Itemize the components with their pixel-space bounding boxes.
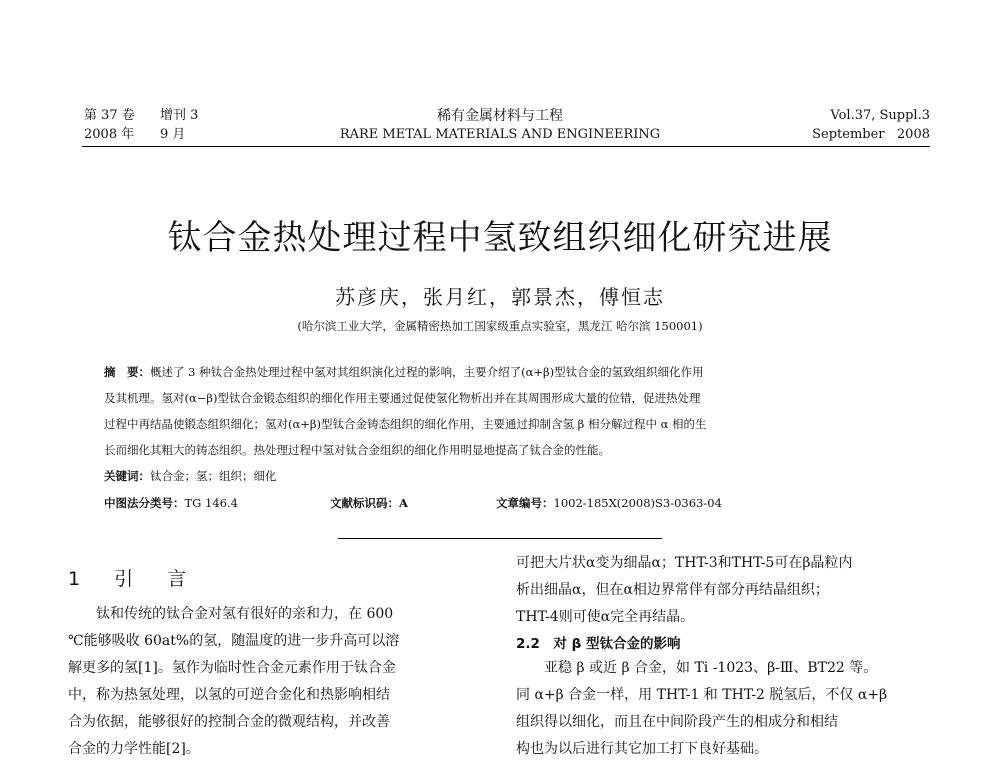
header-year: 2008 年: [84, 127, 135, 142]
doc-code-value: A: [399, 496, 408, 510]
doc-code-label: 文献标识码：: [330, 496, 399, 510]
left-col-line-4: 中，称为热氢处理，以氢的可逆合金化和热影响相结: [68, 687, 390, 703]
left-col-line-2: ℃能够吸收 60at%的氢，随温度的进一步升高可以溶: [68, 633, 400, 649]
abstract-line-1: [104, 359, 704, 385]
article-title: 钛合金热处理过程中氢致组织细化研究进展: [167, 218, 833, 258]
left-col-line-5: 合为依据，能够很好的控制合金的微观结构，并改善: [68, 714, 390, 730]
abstract-text-1: 概述了 3 种钛合金热处理过程中氢对其组织演化过程的影响，主要介绍了(α+β)型钛合金的氢致组织细化作用: [150, 365, 704, 379]
clc-line: [104, 490, 238, 516]
doc-code-line: [330, 490, 408, 516]
abstract-line-3: 过程中再结晶使锻态组织细化；氢对(α+β)型钛合金铸态组织的细化作用，主要通过抑制含氢 β 相分解过程中 α 相的生: [104, 417, 707, 431]
header-journal-cn: 稀有金属材料与工程: [437, 108, 563, 124]
left-col-line-1: 钛和传统的钛合金对氢有很好的亲和力，在 600: [96, 606, 394, 622]
keywords-line: [104, 463, 277, 489]
abstract-line-2: 及其机理。氢对(α−β)型钛合金锻态组织的细化作用主要通过促使氢化物析出并在其周围形成大量的位错，促进热处理: [104, 391, 701, 405]
article-affiliation: (哈尔滨工业大学，金属精密热加工国家级重点实验室，黑龙江 哈尔滨 150001): [297, 319, 703, 333]
right-col-line-1: 可把大片状α变为细晶α；THT-3和THT-5可在β晶粒内: [516, 555, 853, 571]
keywords-label: 关键词：: [104, 469, 150, 483]
right-col-line-7: 构也为以后进行其它加工打下良好基础。: [516, 741, 768, 757]
article-no-value: 1002-185X(2008)S3-0363-04: [553, 496, 722, 510]
abstract-separator-rule: [338, 538, 662, 539]
header-rule: [82, 146, 930, 147]
clc-label: 中图法分类号：: [104, 496, 185, 510]
subsection-title-beta-alloys: 2.2 对 β 型钛合金的影响: [516, 636, 681, 652]
left-col-line-6: 合金的力学性能[2]。: [68, 741, 200, 757]
abstract-line-4: 长而细化其粗大的铸态组织。热处理过程中氢对钛合金组织的细化作用明显地提高了钛合金的性能。: [104, 443, 610, 457]
article-authors: 苏彦庆，张月红，郭景杰，傅恒志: [335, 285, 665, 309]
section-title-introduction: 1 引 言: [68, 568, 201, 590]
header-issue: 增刊 3: [160, 108, 199, 123]
article-no-label: 文章编号：: [496, 496, 554, 510]
right-col-line-4: 亚稳 β 或近 β 合金，如 Ti -1023、β-Ⅲ、BT22 等。: [544, 660, 878, 676]
article-no-line: [496, 490, 722, 516]
header-vol-en: Vol.37, Suppl.3: [830, 108, 930, 123]
header-month: 9 月: [160, 127, 186, 142]
keywords-value: 钛合金；氢；组织；细化: [150, 469, 277, 483]
right-col-line-5: 同 α+β 合金一样，用 THT-1 和 THT-2 脱氢后，不仅 α+β: [516, 687, 888, 703]
abstract-label: 摘 要：: [104, 365, 150, 379]
right-col-line-2: 析出细晶α，但在α相边界常伴有部分再结晶组织；: [516, 582, 829, 598]
right-col-line-6: 组织得以细化，而且在中间阶段产生的相成分和相结: [516, 714, 838, 730]
left-col-line-3: 解更多的氢[1]。氢作为临时性合金元素作用于钛合金: [68, 660, 396, 676]
header-volume: 第 37 卷: [84, 108, 135, 123]
header-journal-en: RARE METAL MATERIALS AND ENGINEERING: [339, 127, 661, 142]
clc-value: TG 146.4: [184, 496, 238, 510]
header-date-en: September 2008: [812, 127, 930, 142]
right-col-line-3: THT-4则可使α完全再结晶。: [516, 609, 695, 625]
